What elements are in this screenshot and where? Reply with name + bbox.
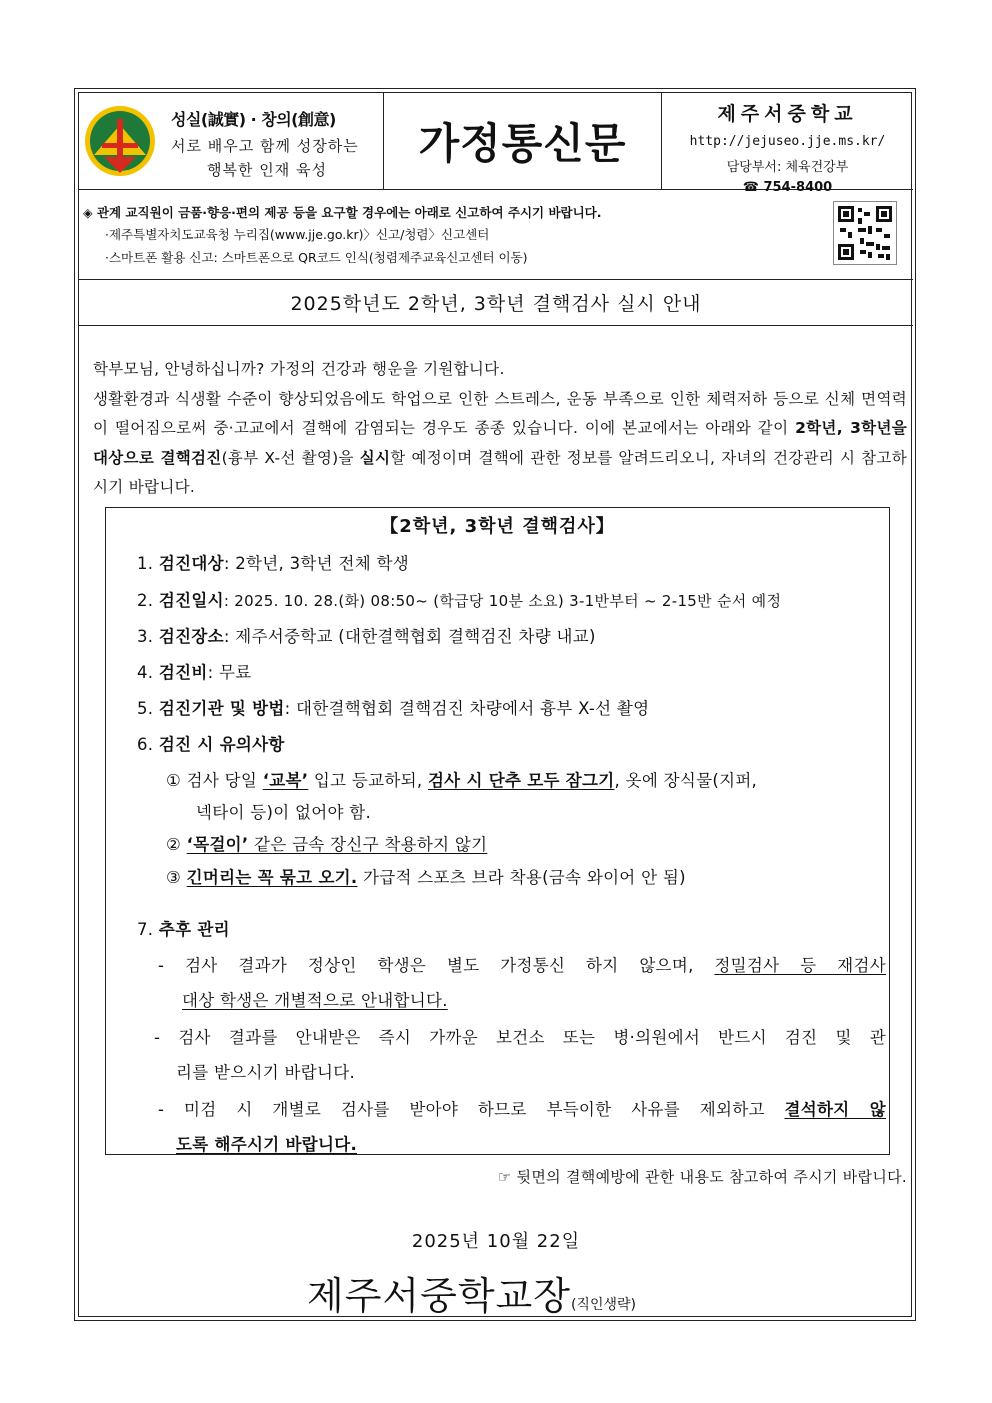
note-text: 같은 금속 장신구 착용하지 않기	[248, 835, 488, 854]
footer-note: ☞ 뒷면의 결핵예방에 관한 내용도 참고하여 주시기 바랍니다.	[497, 1168, 907, 1186]
item-label: 검진비	[158, 663, 208, 682]
followup-2: - 검사 결과를 안내받은 즉시 가까운 보건소 또는 병·의원에서 반드시 검진 및 관	[154, 1028, 886, 1047]
list-item	[137, 550, 409, 574]
list-item	[137, 731, 285, 755]
item-label: 검진 시 유의사항	[158, 735, 285, 754]
precaution-1-cont: 넥타이 등)이 없어야 함.	[196, 803, 372, 822]
followup-1-cont	[182, 987, 448, 1011]
followup-3	[158, 1096, 886, 1120]
note-emphasis: ‘교복’	[262, 771, 309, 790]
note-emphasis: ‘목걸이’	[186, 835, 249, 854]
note-text: , 옷에 장식물(지퍼,	[614, 771, 758, 790]
issue-date: 2025년 10월 22일	[411, 1231, 581, 1252]
followup-3-cont	[176, 1131, 357, 1155]
item-number: 5.	[137, 699, 154, 718]
item-number: 2.	[137, 591, 154, 610]
item-text: : 2학년, 3학년 전체 학생	[223, 554, 409, 573]
note-text: ① 검사 당일	[166, 771, 263, 790]
note-text: 가급적 스포츠 브라 착용(금속 와이어 안 됨)	[357, 868, 686, 887]
item-number: 1.	[137, 554, 154, 573]
body-bold-target: 2학년, 3학년을 대상으로 결핵검진	[93, 419, 907, 467]
followup-1	[158, 952, 886, 976]
qr-code-icon	[833, 201, 897, 265]
exam-info-box	[105, 507, 890, 1155]
item-number: 3.	[137, 627, 154, 646]
followup-emphasis: 결석하지 않	[784, 1100, 886, 1119]
precaution-1	[166, 767, 757, 791]
motto-line3: 행복한 인재 육성	[207, 161, 327, 179]
header-title-cell	[384, 93, 662, 189]
body-text-run: 할 예정이며 결핵에 관한 정보를 알려드리오니, 자녀의 건강관리 시 참고하시기 바랍니다.	[93, 448, 907, 496]
school-logo-icon	[84, 105, 156, 177]
note-text: ③	[166, 868, 187, 887]
item-label: 추후 관리	[158, 920, 230, 939]
followup-emphasis: 대상 학생은 개별적으로 안내합니다.	[182, 991, 448, 1010]
list-item	[137, 695, 649, 719]
principal-title: 제주서중학교장	[307, 1274, 571, 1318]
followup-text: - 검사 결과가 정상인 학생은 별도 가정통신 하지 않으며,	[158, 956, 715, 975]
item-number: 4.	[137, 663, 154, 682]
precaution-2	[166, 831, 487, 855]
newsletter-inner-frame	[78, 92, 912, 1317]
header-school-cell	[662, 93, 913, 195]
greeting: 학부모님, 안녕하십니까? 가정의 건강과 행운을 기원합니다.	[93, 360, 505, 378]
note-text: ②	[166, 835, 187, 854]
body-text	[83, 355, 907, 503]
newsletter-frame	[74, 88, 916, 1321]
page-title: 가정통신문	[418, 119, 627, 168]
list-item	[137, 916, 230, 940]
box-title: 【2학년, 3학년 결핵검사】	[380, 516, 615, 537]
note-emphasis: 검사 시 단추 모두 잠그기	[427, 771, 615, 790]
item-number: 6.	[137, 735, 154, 754]
phone-number: ☎ 754-8400	[742, 180, 833, 195]
subject-line: 2025학년도 2학년, 3학년 결핵검사 실시 안내	[79, 279, 913, 326]
item-text: : 대한결핵협회 결핵검진 차량에서 흉부 X-선 촬영	[284, 699, 650, 718]
motto-line2: 서로 배우고 함께 성장하는	[171, 137, 359, 155]
body-paragraph	[83, 385, 907, 503]
list-item	[137, 659, 252, 683]
list-item	[137, 587, 781, 611]
body-text-run: (흉부 X-선 촬영)을	[221, 448, 360, 467]
item-label: 검진일시	[158, 591, 224, 610]
list-item	[137, 623, 596, 647]
note-emphasis: 긴머리는 꼭 묶고 오기.	[186, 868, 358, 887]
report-line2: ·제주특별자치도교육청 누리집(www.jje.go.kr)〉신고/청렴〉신고센터	[105, 227, 490, 242]
header-motto-cell	[79, 93, 384, 189]
report-line3: ·스마트폰 활용 신고: 스마트폰으로 QR코드 인식(청렴제주교육신고센터 이동)	[105, 250, 528, 265]
body-text-run: 생활환경과 식생활 수준이 향상되었음에도 학업으로 인한 스트레스, 운동 부족으로 인한 체력저하 등으로 신체 면역력이 떨어짐으로써 중·고교에서 결핵에 감염되는 경우도 종종 있습니다. 이에 본교에서는 아래와 같이	[93, 389, 907, 437]
note-text: 입고 등교하되,	[308, 771, 428, 790]
followup-emphasis: 정밀검사 등 재검사	[714, 956, 886, 975]
item-label: 검진대상	[158, 554, 224, 573]
followup-text: - 미검 시 개별로 검사를 받아야 하므로 부득이한 사유를 제외하고	[158, 1100, 785, 1119]
motto-line1: 성실(誠實) · 창의(創意)	[171, 110, 336, 129]
item-number: 7.	[137, 920, 154, 939]
principal-signature	[307, 1265, 636, 1320]
report-line1: ◈ 관계 교직원이 금품·향응·편의 제공 등을 요구할 경우에는 아래로 신고하여 주시기 바랍니다.	[83, 205, 602, 220]
item-text: : 2025. 10. 28.(화) 08:50~ (학급당 10분 소요) 3-1반부터 ~ 2-15반 순서 예정	[223, 592, 782, 610]
header	[79, 93, 913, 195]
followup-emphasis: 도록 해주시기 바랍니다.	[176, 1135, 358, 1154]
item-text: : 제주서중학교 (대한결핵협회 결핵검진 차량 내교)	[223, 627, 596, 646]
item-label: 검진장소	[158, 627, 224, 646]
report-notice	[79, 189, 913, 280]
followup-2-cont: 리를 받으시기 바랍니다.	[176, 1063, 356, 1082]
item-label: 검진기관 및 방법	[158, 699, 285, 718]
item-text: : 무료	[207, 663, 252, 682]
school-name: 제주서중학교	[717, 103, 858, 125]
body-bold-action: 실시	[359, 448, 391, 467]
precaution-3	[166, 864, 686, 888]
department: 담당부서: 체육건강부	[726, 160, 849, 175]
school-url[interactable]: http://jejuseo.jje.ms.kr/	[689, 134, 886, 149]
seal-omitted-note: (직인생략)	[570, 1297, 636, 1313]
